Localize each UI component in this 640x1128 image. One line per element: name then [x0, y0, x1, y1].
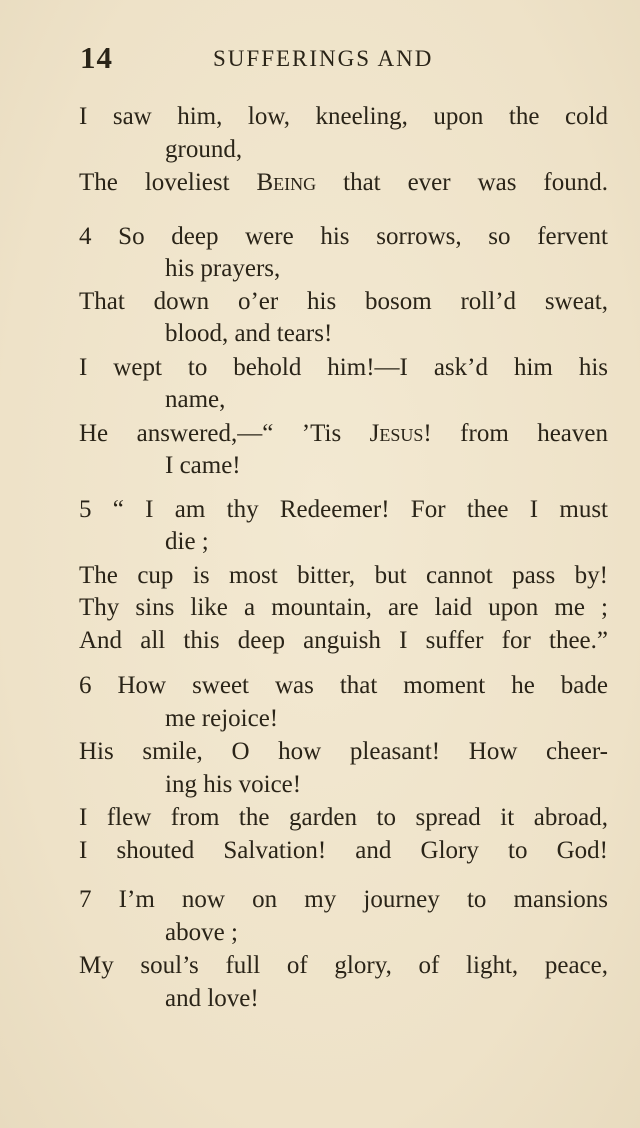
verse-line: die ;	[165, 528, 209, 555]
verse-line: The loveliest Being that ever was found.	[79, 169, 608, 196]
verse-line: me rejoice!	[165, 705, 279, 732]
verse-line: My soul’s full of glory, of light, peace,	[79, 952, 608, 979]
verse-line: blood, and tears!	[165, 320, 333, 347]
verse-line: 5 “ I am thy Redeemer! For thee I must	[79, 496, 608, 523]
verse-line: I flew from the garden to spread it abroad,	[79, 804, 608, 831]
page-number: 14	[80, 40, 113, 75]
verse-line: I wept to behold him!—I ask’d him his	[79, 354, 608, 381]
verse-line: name,	[165, 386, 226, 413]
verse-line: ing his voice!	[165, 771, 302, 798]
verse-line: above ;	[165, 919, 238, 946]
verse-line: His smile, O how pleasant! How cheer-	[79, 738, 608, 765]
verse-line: Thy sins like a mountain, are laid upon me ;	[79, 594, 608, 621]
verse-line: He answered,—“ ’Tis Jesus! from heaven	[79, 420, 608, 447]
verse-line: 7 I’m now on my journey to mansions	[79, 886, 608, 913]
verse-line: I came!	[165, 452, 241, 479]
running-title: SUFFERINGS AND	[213, 46, 434, 71]
verse-line: 4 So deep were his sorrows, so fervent	[79, 223, 608, 250]
verse-line: That down o’er his bosom roll’d sweat,	[79, 288, 608, 315]
verse-line: and love!	[165, 985, 259, 1012]
verse-line: 6 How sweet was that moment he bade	[79, 672, 608, 699]
verse-line: And all this deep anguish I suffer for thee.”	[79, 627, 608, 654]
verse-line: his prayers,	[165, 255, 281, 282]
verse-line: ground,	[165, 136, 243, 163]
verse-line: I saw him, low, kneeling, upon the cold	[79, 103, 608, 130]
verse-line: I shouted Salvation! and Glory to God!	[79, 837, 608, 864]
page-header	[80, 40, 608, 80]
verse-line: The cup is most bitter, but cannot pass by!	[79, 562, 608, 589]
